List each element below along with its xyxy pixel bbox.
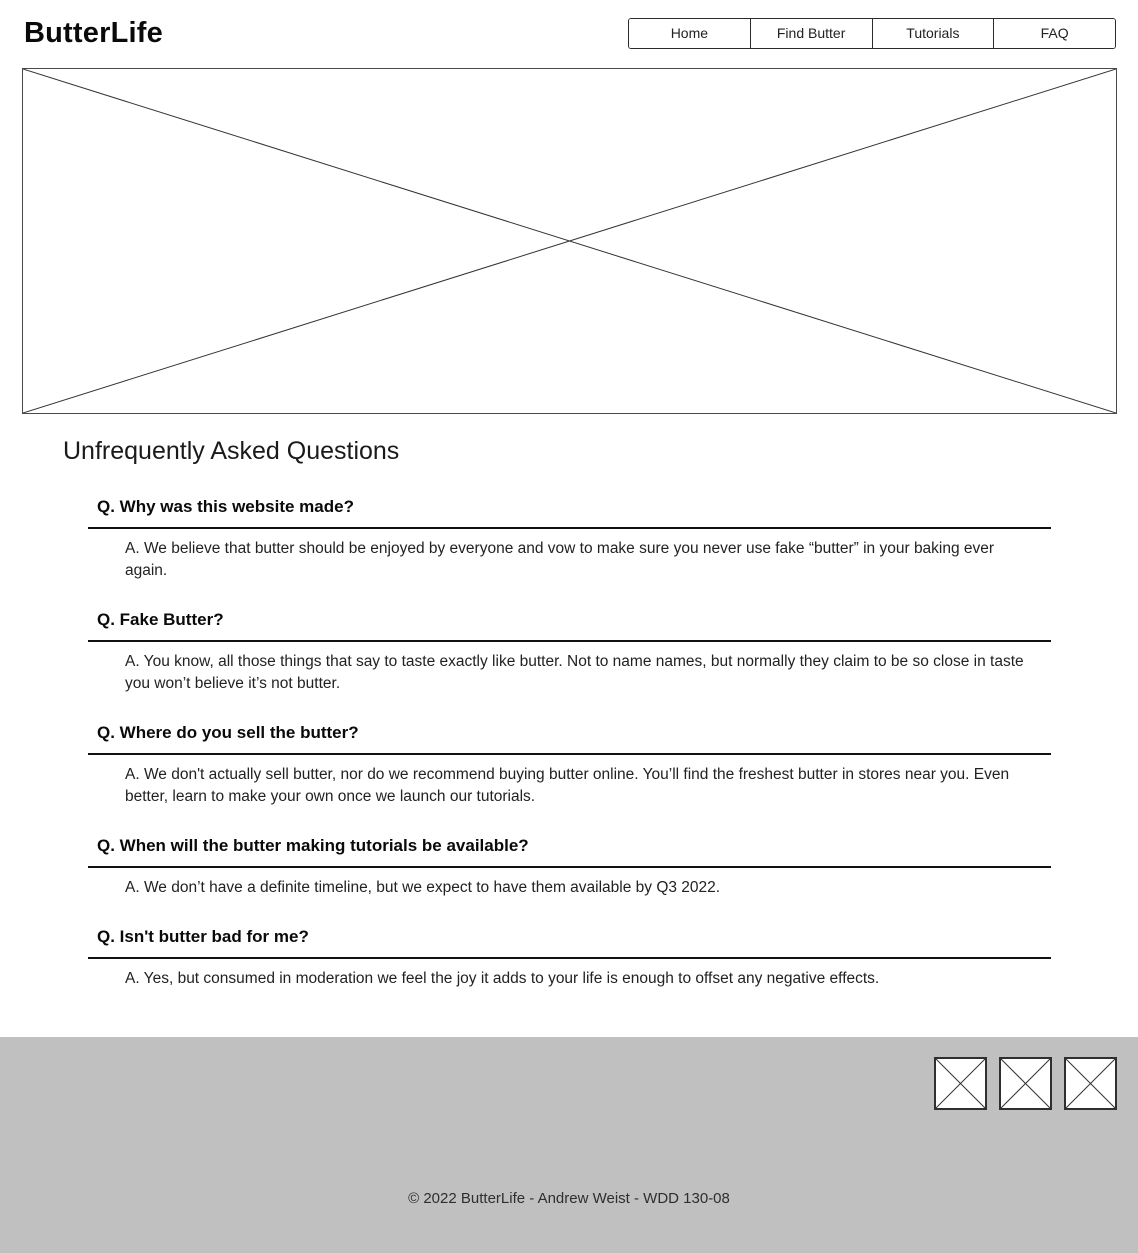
faq-question: Q. Isn't butter bad for me? bbox=[97, 927, 309, 946]
nav-item-find-butter[interactable]: Find Butter bbox=[750, 19, 872, 48]
faq-question: Q. Where do you sell the butter? bbox=[97, 723, 359, 742]
placeholder-x-icon bbox=[1001, 1059, 1050, 1108]
faq-item bbox=[0, 610, 1138, 695]
placeholder-x-icon bbox=[1066, 1059, 1115, 1108]
footer-placeholder-image-1 bbox=[934, 1057, 987, 1110]
faq-question: Q. When will the butter making tutorials be available? bbox=[97, 836, 529, 855]
nav-item-home[interactable]: Home bbox=[629, 19, 750, 48]
faq-answer: A. Yes, but consumed in moderation we feel the joy it adds to your life is enough to offset any negative effects. bbox=[125, 970, 880, 987]
faq-item bbox=[0, 497, 1138, 582]
faq-question: Q. Fake Butter? bbox=[97, 610, 224, 629]
footer-placeholder-image-3 bbox=[1064, 1057, 1117, 1110]
question-divider bbox=[88, 753, 1051, 755]
copyright-text: © 2022 ButterLife - Andrew Weist - WDD 130-08 bbox=[408, 1190, 730, 1207]
faq-answer: A. You know, all those things that say to taste exactly like butter. Not to name names, but normally they claim to be so close in taste you won’t believe it’s not butter. bbox=[125, 653, 1024, 692]
nav-item-tutorials[interactable]: Tutorials bbox=[872, 19, 994, 48]
faq-answer: A. We don't actually sell butter, nor do we recommend buying butter online. You’ll find the freshest butter in stores near you. Even better, learn to make your own once we launch our tutorials. bbox=[125, 766, 1010, 805]
question-divider bbox=[88, 866, 1051, 868]
site-footer bbox=[0, 1037, 1138, 1253]
site-logo: ButterLife bbox=[24, 16, 163, 49]
faq-question: Q. Why was this website made? bbox=[97, 497, 354, 516]
question-divider bbox=[88, 527, 1051, 529]
faq-answer: A. We don’t have a definite timeline, but we expect to have them available by Q3 2022. bbox=[125, 879, 721, 896]
placeholder-x-icon bbox=[936, 1059, 985, 1108]
site-header bbox=[0, 0, 1138, 64]
footer-image-row bbox=[21, 1057, 1117, 1110]
faq-section-title: Unfrequently Asked Questions bbox=[63, 437, 400, 465]
main-content bbox=[0, 437, 1138, 990]
footer-placeholder-image-2 bbox=[999, 1057, 1052, 1110]
main-nav bbox=[628, 18, 1116, 49]
faq-item bbox=[0, 836, 1138, 899]
nav-item-faq[interactable]: FAQ bbox=[993, 19, 1115, 48]
question-divider bbox=[88, 640, 1051, 642]
placeholder-x-icon bbox=[23, 69, 1116, 413]
faq-item bbox=[0, 723, 1138, 808]
faq-item bbox=[0, 927, 1138, 990]
faq-list bbox=[0, 497, 1138, 990]
faq-answer: A. We believe that butter should be enjoyed by everyone and vow to make sure you never use fake “butter” in your baking ever again. bbox=[125, 540, 995, 579]
hero-image-placeholder bbox=[22, 68, 1117, 414]
question-divider bbox=[88, 957, 1051, 959]
